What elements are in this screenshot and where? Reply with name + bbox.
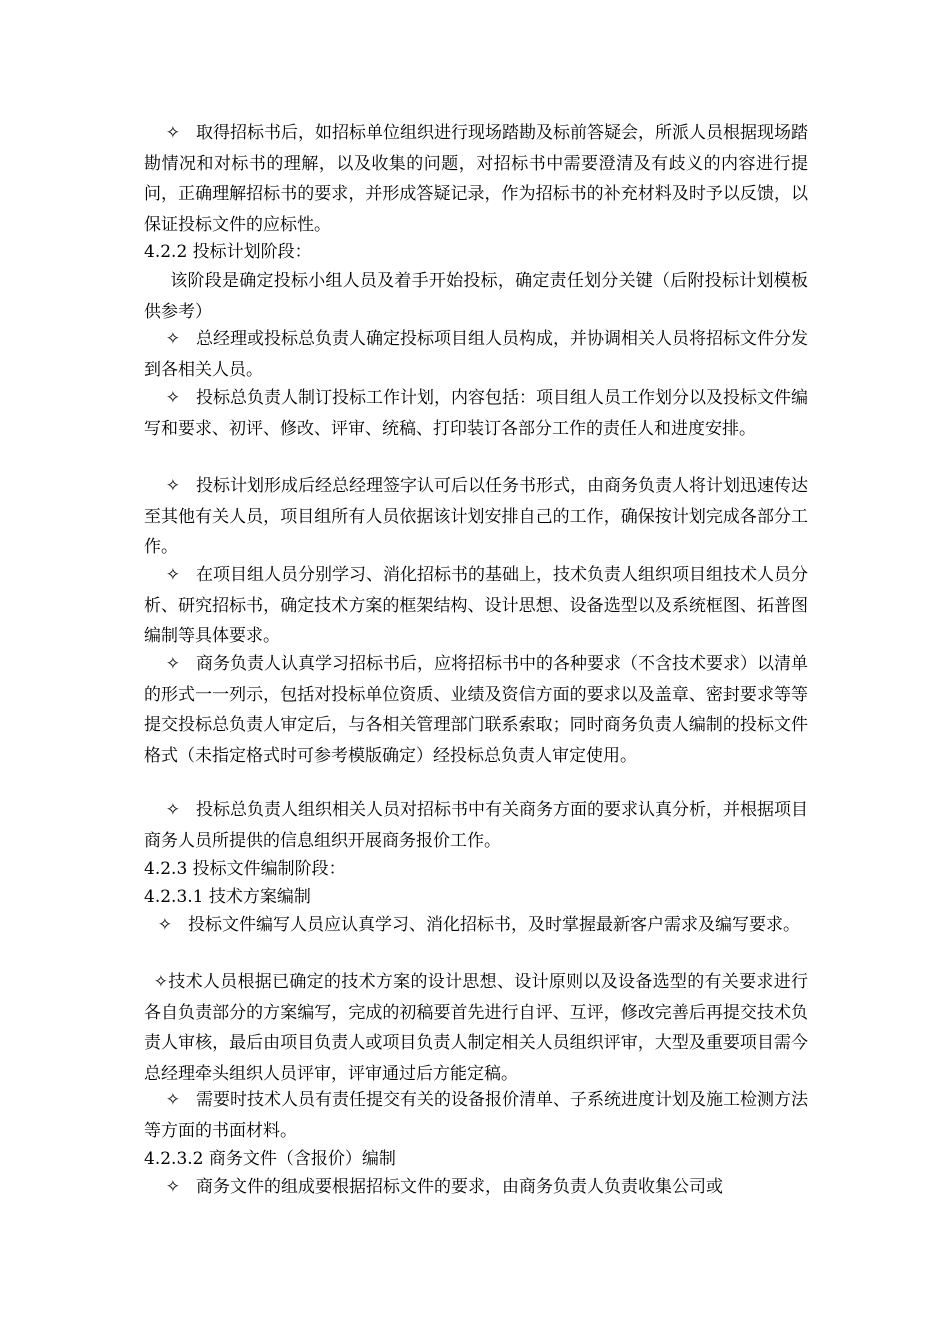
paragraph-text: 投标总负责人组织相关人员对招标书中有关商务方面的要求认真分析，并根据项目商务人员所提供的信息组织开展商务报价工作。 [144, 800, 808, 851]
paragraph-text: 投标计划形成后经总经理签字认可后以任务书形式，由商务负责人将计划迅速传达至其他有关人员，项目组所有人员依据该计划安排自己的工作，确保按计划完成各部分工作。 [144, 476, 808, 557]
paragraph-bullet [144, 649, 808, 771]
bullet-icon: ✧ [153, 972, 168, 992]
paragraph-text: 商务文件的组成要根据招标文件的要求，由商务负责人负责收集公司或 [196, 1177, 723, 1197]
paragraph-text: 投标总负责人制订投标工作计划，内容包括：项目组人员工作划分以及投标文件编写和要求、初评、修改、评审、统稿、打印装订各部分工作的责任人和进度安排。 [144, 388, 808, 439]
paragraph-text: 技术人员根据已确定的技术方案的设计思想、设计原则以及设备选型的有关要求进行各自负责部分的方案编写，完成的初稿要首先进行自评、互评，修改完善后再提交技术负责人审核，最后由项目负责人或项目负责人制定相关人员组织评审，大型及重要项目需今总经理牵头组织人员评审，评审通过后方能定稿。 [144, 972, 808, 1084]
bullet-icon: ✧ [165, 388, 180, 408]
paragraph-text: 取得招标书后，如招标单位组织进行现场踏勘及标前答疑会，所派人员根据现场踏勘情况和对标书的理解，以及收集的问题，对招标书中需要澄清及有歧义的内容进行提问，正确理解招标书的要求，并形成答疑记录，作为招标书的补充材料及时予以反馈，以保证投标文件的应标性。 [144, 123, 808, 235]
paragraph-text: 该阶段是确定投标小组人员及着手开始投标，确定责任划分关键（后附投标计划模板供参考） [144, 271, 808, 322]
paragraph-bullet [144, 118, 808, 240]
paragraph-text: 总经理或投标总负责人确定投标项目组人员构成，并协调相关人员将招标文件分发到各相关人员。 [144, 329, 808, 380]
bullet-icon: ✧ [157, 915, 172, 935]
paragraph-bullet [144, 324, 808, 385]
bullet-icon: ✧ [165, 800, 180, 820]
paragraph-bullet [144, 967, 808, 1089]
paragraph-bullet [144, 910, 808, 941]
bullet-icon: ✧ [165, 1177, 180, 1197]
paragraph [144, 266, 808, 327]
bullet-icon: ✧ [165, 1090, 180, 1110]
bullet-icon: ✧ [165, 654, 180, 674]
paragraph-bullet [144, 471, 808, 563]
bullet-icon: ✧ [165, 565, 180, 585]
paragraph-bullet [144, 795, 808, 856]
paragraph-bullet [144, 1085, 808, 1146]
bullet-icon: ✧ [165, 329, 180, 349]
section-heading: 4.2.3.2 商务文件（含报价）编制 [144, 1149, 396, 1169]
paragraph-bullet [144, 383, 808, 444]
paragraph-text: 需要时技术人员有责任提交有关的设备报价清单、子系统进度计划及施工检测方法等方面的书面材料。 [144, 1090, 808, 1141]
paragraph-bullet [144, 560, 808, 652]
paragraph-text: 商务负责人认真学习招标书后，应将招标书中的各种要求（不含技术要求）以清单的形式一一列示，包括对投标单位资质、业绩及资信方面的要求以及盖章、密封要求等等提交投标总负责人审定后，与各相关管理部门联系索取；同时商务负责人编制的投标文件格式（未指定格式时可参考模版确定）经投标总负责人审定使用。 [144, 654, 808, 766]
section-heading: 4.2.3.1 技术方案编制 [144, 887, 311, 907]
paragraph-bullet [144, 1172, 808, 1203]
section-heading: 4.2.2 投标计划阶段： [144, 242, 312, 262]
bullet-icon: ✧ [165, 123, 180, 143]
bullet-icon: ✧ [165, 476, 180, 496]
section-heading: 4.2.3 投标文件编制阶段： [144, 859, 346, 879]
paragraph-text: 在项目组人员分别学习、消化招标书的基础上，技术负责人组织项目组技术人员分析、研究招标书，确定技术方案的框架结构、设计思想、设备选型以及系统框图、拓普图编制等具体要求。 [144, 565, 808, 646]
paragraph-text: 投标文件编写人员应认真学习、消化招标书，及时掌握最新客户需求及编写要求。 [188, 915, 800, 935]
